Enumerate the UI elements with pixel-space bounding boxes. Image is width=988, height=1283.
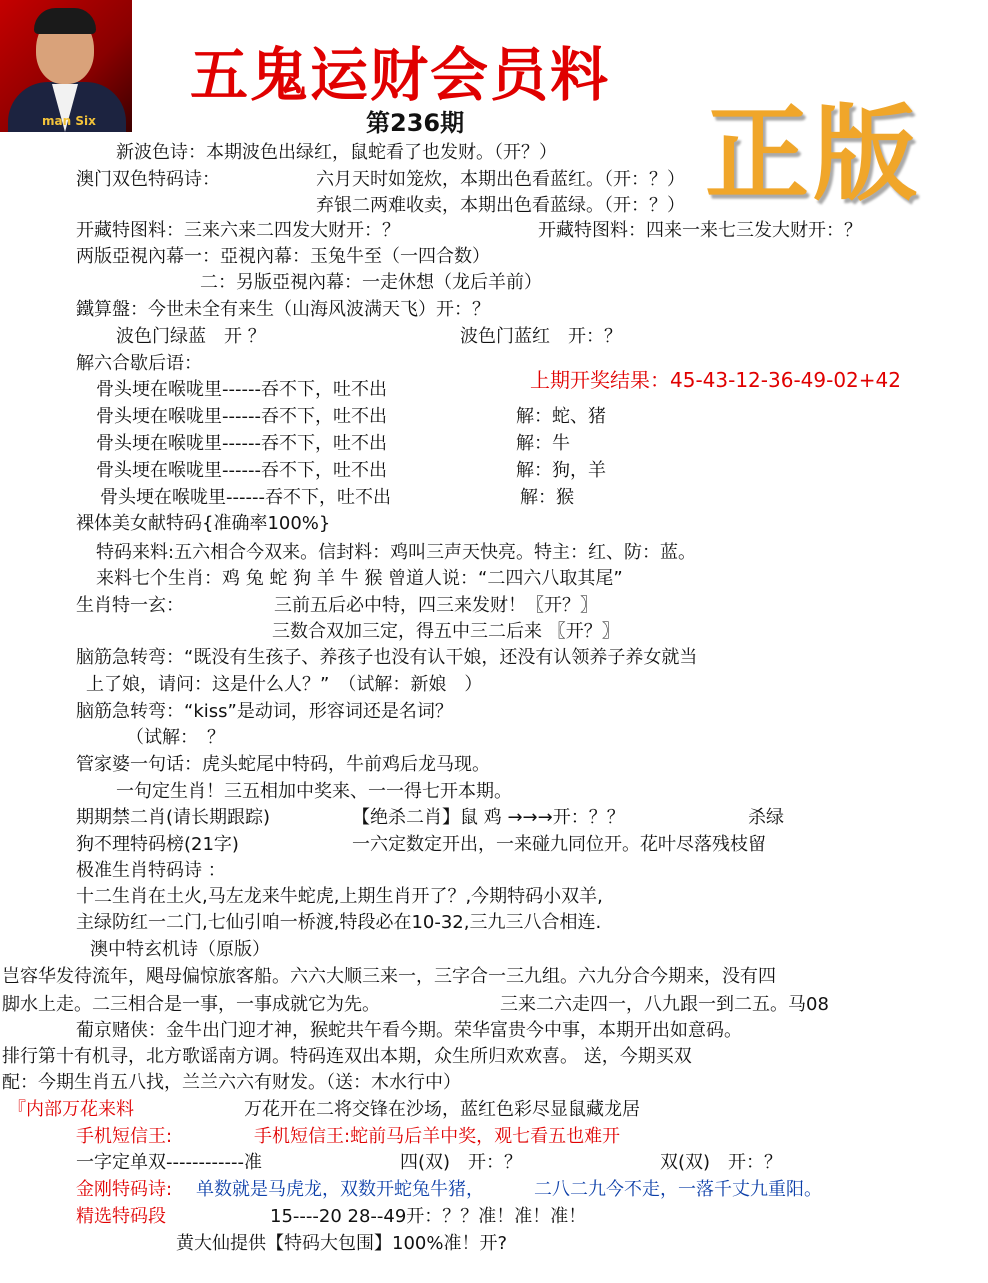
text-line: 生肖特一玄： xyxy=(76,595,184,616)
text-line: 脑筋急转弯：“kiss”是动词，形容词还是名词？ xyxy=(76,701,453,722)
text-line: 【绝杀二肖】鼠 鸡 →→→开：？？ xyxy=(352,807,625,828)
text-line: 脑筋急转弯：“既没有生孩子、养孩子也没有认干娘，还没有认领养子养女就当 xyxy=(76,647,698,668)
photo-signature: man Six xyxy=(42,114,96,128)
text-line: 十二生肖在土火,马左龙来牛蛇虎,上期生肖开了？,今期特码小双羊, xyxy=(76,886,603,907)
text-line: 单数就是马虎龙，双数开蛇兔牛猪， xyxy=(196,1179,484,1200)
text-line: 一句定生肖！三五相加中奖来、一一得七开本期。 xyxy=(116,781,512,802)
text-line: 杀绿 xyxy=(748,807,784,828)
text-line: 骨头埂在喉咙里------吞不下，吐不出 xyxy=(96,460,387,481)
text-line: 金刚特码诗: xyxy=(76,1179,173,1200)
text-line: 期期禁二肖(请长期跟踪) xyxy=(76,807,271,828)
zhengban-stamp: 正版 xyxy=(705,92,922,215)
last-result: 上期开奖结果：45-43-12-36-49-02+42 xyxy=(530,368,901,392)
text-line: 岂容华发待流年，飓母偏惊旅客船。六六大顺三来一，三字合一三九组。六九分合今期来，没有四 xyxy=(2,966,776,987)
page-title: 五鬼运财会员料 xyxy=(190,41,611,109)
text-line: 开藏特图料：三来六来二四发大财开：？ xyxy=(76,220,400,241)
text-line: 黄大仙提供【特码大包围】100%准！开? xyxy=(176,1233,508,1254)
text-line: 四(双) 开：？ xyxy=(400,1152,523,1173)
text-line: 骨头埂在喉咙里------吞不下，吐不出 xyxy=(100,487,391,508)
issue-number: 第236期 xyxy=(366,109,465,137)
text-line: 葡京赌侠：金牛出门迎才神，猴蛇共午看今期。荣华富贵今中事，本期开出如意码。 xyxy=(76,1020,742,1041)
text-line: 15----20 28--49开：？？准！准！准！ xyxy=(270,1206,587,1227)
text-line: 骨头埂在喉咙里------吞不下，吐不出 xyxy=(96,433,387,454)
text-line: 开藏特图料：四来一来七三发大财开：？ xyxy=(538,220,862,241)
text-line: 极准生肖特码诗 ： xyxy=(76,860,226,881)
text-line: 一字定单双------------准 xyxy=(76,1152,262,1173)
portrait-hair xyxy=(34,8,96,34)
text-line: 排行第十有机寻，北方歌谣南方调。特码连双出本期，众生所归欢欢喜。 送，今期买双 xyxy=(2,1046,692,1067)
text-line: 波色门绿蓝 开 ？ xyxy=(116,326,266,347)
text-line: 骨头埂在喉咙里------吞不下，吐不出 xyxy=(96,406,387,427)
text-line: 解：猴 xyxy=(520,487,574,508)
text-line: 来料七个生肖：鸡 兔 蛇 狗 羊 牛 猴 曾道人说：“二四六八取其尾” xyxy=(96,568,623,589)
text-line: （试解： ？ xyxy=(126,727,225,748)
text-line: 裸体美女献特码{准确率100%} xyxy=(76,513,331,534)
text-line: 解六合歇后语： xyxy=(76,353,202,374)
text-line: 三前五后必中特，四三来发财！〖开？〗 xyxy=(274,595,598,616)
text-line: 『内部万花来料 xyxy=(8,1099,134,1120)
text-line: 手机短信王: xyxy=(76,1126,173,1147)
text-line: 万花开在二将交锋在沙场，蓝红色彩尽显鼠藏龙居 xyxy=(244,1099,640,1120)
text-line: 狗不理特码榜(21字) xyxy=(76,834,239,855)
text-line: 上了娘，请问：这是什么人？” （试解：新娘 ） xyxy=(86,674,483,695)
text-line: 手机短信王:蛇前马后羊中奖，观七看五也难开 xyxy=(254,1126,621,1147)
text-line: 弃银二两难收卖，本期出色看蓝绿。（开：？） xyxy=(316,195,685,216)
text-line: 三来二六走四一，八九跟一到二五。马08 xyxy=(500,994,829,1015)
text-line: 一六定数定开出，一来碰九同位开。花叶尽落残枝留 xyxy=(352,834,766,855)
text-line: 双(双) 开：？ xyxy=(660,1152,783,1173)
text-line: 解：狗，羊 xyxy=(516,460,606,481)
text-line: 二八二九今不走，一落千丈九重阳。 xyxy=(534,1179,822,1200)
text-line: 管家婆一句话：虎头蛇尾中特码，牛前鸡后龙马现。 xyxy=(76,754,490,775)
text-line: 三数合双加三定，得五中三二后来 〖开？〗 xyxy=(272,621,620,642)
text-line: 骨头埂在喉咙里------吞不下，吐不出 xyxy=(96,379,387,400)
text-line: 澳中特玄机诗（原版） xyxy=(90,939,270,960)
text-line: 精选特码段 xyxy=(76,1206,166,1227)
text-line: 澳门双色特码诗： xyxy=(76,169,220,190)
text-line: 波色门蓝红 开：？ xyxy=(460,326,622,347)
text-line: 解：牛 xyxy=(516,433,570,454)
text-line: 解：蛇、猪 xyxy=(516,406,606,427)
text-line: 脚水上走。二三相合是一事，一事成就它为先。 xyxy=(2,994,380,1015)
text-line: 新波色诗：本期波色出绿红，鼠蛇看了也发财。（开？） xyxy=(116,142,557,163)
text-line: 主绿防红一二门,七仙引咱一桥渡,特段必在10-32,三九三八合相连. xyxy=(76,912,602,933)
text-line: 二：另版亞視內幕：一走休想（龙后羊前） xyxy=(200,272,542,293)
text-line: 配：今期生肖五八找，兰兰六六有财发。（送：木水行中） xyxy=(2,1072,461,1093)
text-line: 两版亞視內幕一：亞視內幕：玉兔牛至（一四合数） xyxy=(76,246,490,267)
portrait-photo xyxy=(0,0,132,132)
text-line: 鐵算盤：今世未全有来生（山海风波满天飞）开：？ xyxy=(76,299,490,320)
text-line: 六月天时如笼炊，本期出色看蓝红。（开：？） xyxy=(316,169,685,190)
text-line: 特码来料:五六相合今双来。信封料：鸡叫三声天快亮。特主：红、防：蓝。 xyxy=(96,542,697,563)
